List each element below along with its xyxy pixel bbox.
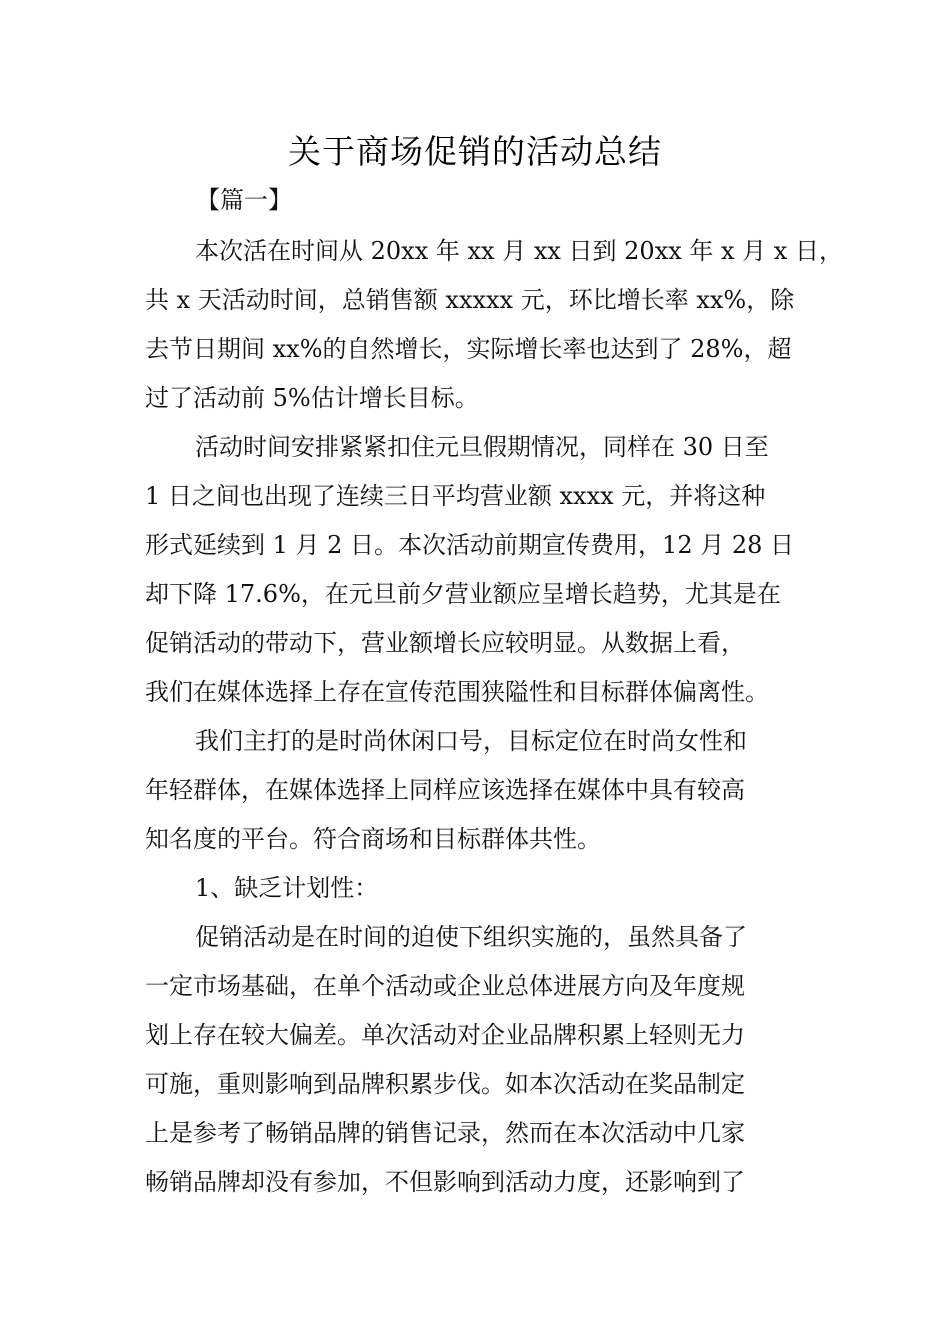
text-line: 却下降 17.6%，在元旦前夕营业额应呈增长趋势，尤其是在 (145, 580, 781, 608)
text-line: 知名度的平台。符合商场和目标群体共性。 (145, 825, 601, 853)
text-line: 形式延续到 1 月 2 日。本次活动前期宣传费用，12 月 28 日 (145, 531, 795, 559)
text-line: 共 x 天活动时间，总销售额 xxxxx 元，环比增长率 xx%，除 (145, 286, 795, 314)
document-body (145, 227, 843, 1207)
text-line: 我们主打的是时尚休闲口号，目标定位在时尚女性和 (195, 727, 747, 755)
text-line: 可施，重则影响到品牌积累步伐。如本次活动在奖品制定 (145, 1070, 745, 1098)
paragraph-4 (145, 913, 815, 1207)
text-line: 去节日期间 xx%的自然增长，实际增长率也达到了 28%，超 (145, 335, 792, 363)
text-line: 过了活动前 5%估计增长目标。 (145, 384, 479, 412)
text-line: 划上存在较大偏差。单次活动对企业品牌积累上轻则无力 (145, 1021, 745, 1049)
text-line: 年轻群体，在媒体选择上同样应该选择在媒体中具有较高 (145, 776, 745, 804)
paragraph-1 (145, 227, 843, 423)
text-line: 1 日之间也出现了连续三日平均营业额 xxxx 元，并将这种 (145, 482, 766, 510)
section-label: 【篇一】 (196, 186, 292, 214)
text-line: 上是参考了畅销品牌的销售记录，然而在本次活动中几家 (145, 1119, 745, 1147)
text-line: 我们在媒体选择上存在宣传范围狭隘性和目标群体偏离性。 (145, 678, 769, 706)
subheading-1 (145, 864, 815, 913)
text-line: 本次活在时间从 20xx 年 xx 月 xx 日到 20xx 年 x 月 x 日， (195, 237, 843, 265)
document-title: 关于商场促销的活动总结 (288, 132, 662, 171)
text-line: 促销活动的带动下，营业额增长应较明显。从数据上看， (145, 629, 745, 657)
paragraph-3 (145, 717, 815, 864)
paragraph-2 (145, 423, 815, 717)
text-line: 畅销品牌却没有参加，不但影响到活动力度，还影响到了 (145, 1168, 745, 1196)
text-line: 活动时间安排紧紧扣住元旦假期情况，同样在 30 日至 (195, 433, 769, 461)
text-line: 1、缺乏计划性： (195, 874, 379, 902)
text-line: 促销活动是在时间的迫使下组织实施的，虽然具备了 (195, 923, 747, 951)
text-line: 一定市场基础，在单个活动或企业总体进展方向及年度规 (145, 972, 745, 1000)
